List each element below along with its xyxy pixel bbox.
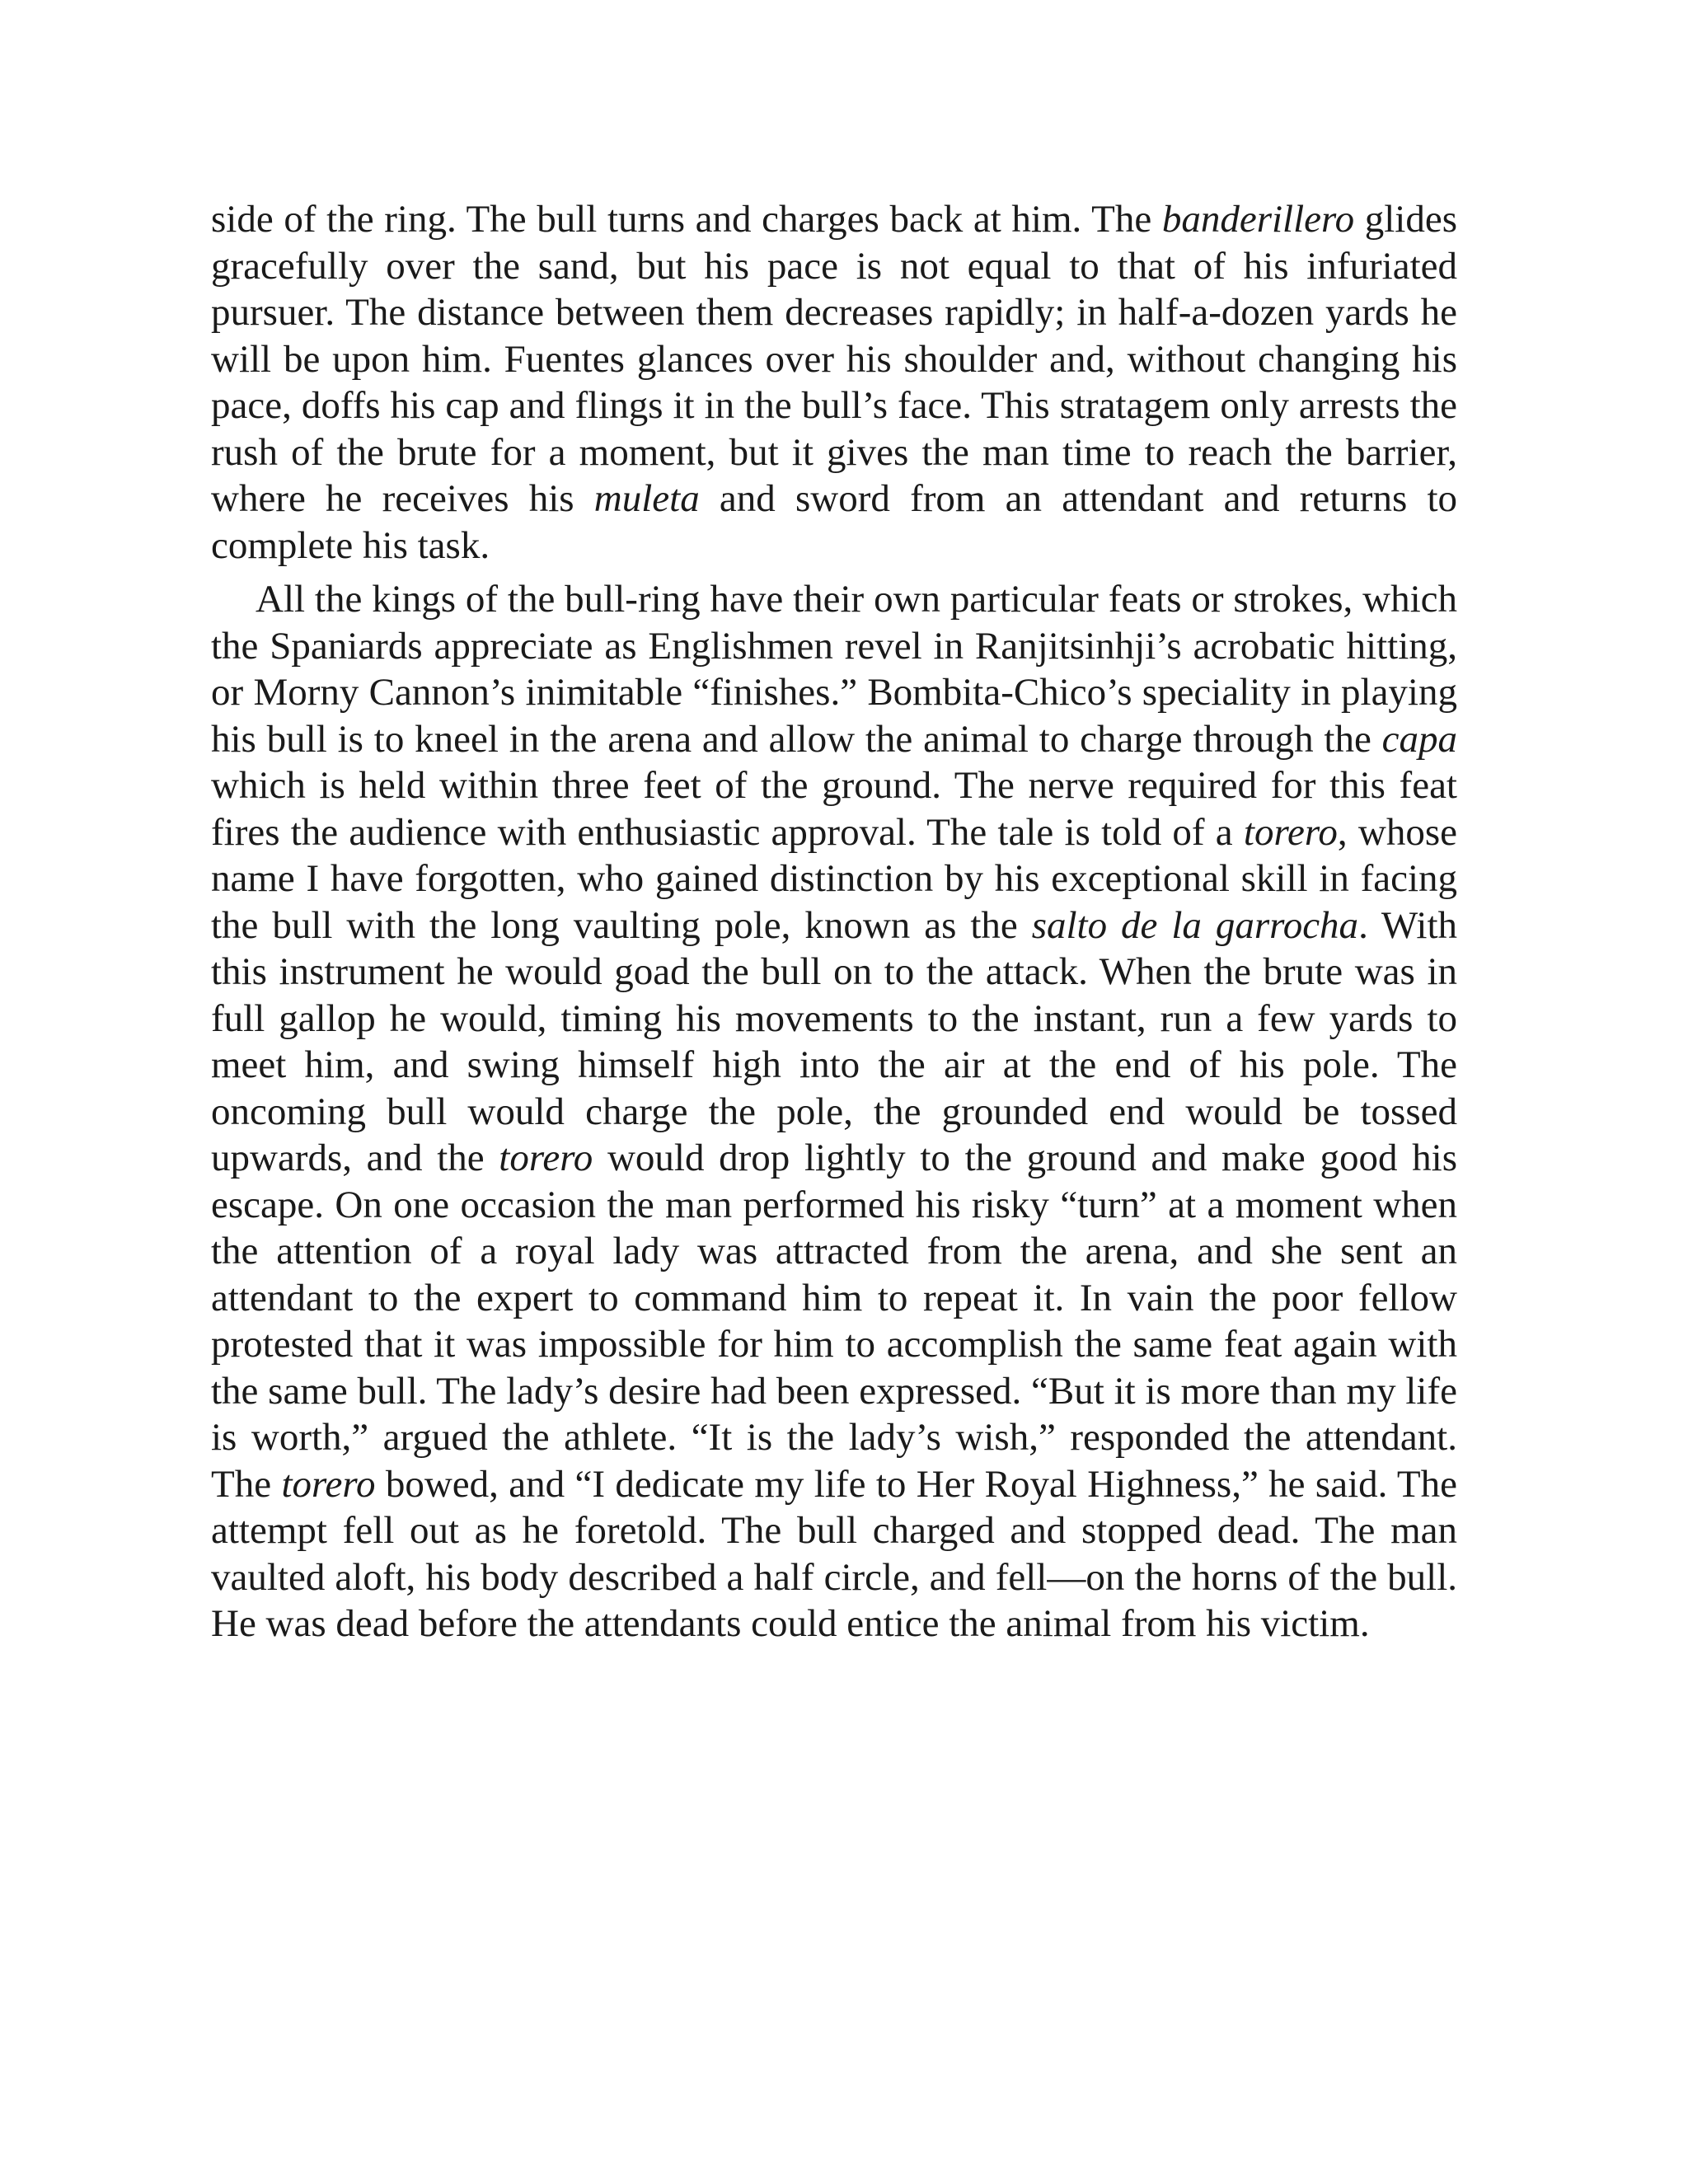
- italic-term: torero: [1243, 810, 1338, 854]
- text-run: . With this instrument he would goad the bull on to the attack. When the brute was in full gallop he would, timing his movements to the instant, run a few yards to meet him, and swing himself high into the air at the end of his pole. The oncoming bull would charge the pole, the grounded end would be tossed upwards, and the: [211, 903, 1457, 1179]
- italic-term: banderillero: [1161, 198, 1355, 241]
- italic-term: torero: [281, 1462, 376, 1506]
- text-run: which is held within three feet of the ground. The nerve required for this feat fires the audience with enthusiastic approval. The tale is told of a: [211, 764, 1457, 854]
- text-run: would drop lightly to the ground and make good his escape. On one occasion the man performed his risky “turn” at a moment when the attention of a royal lady was attracted from the arena, and she sent an attendant to the expert to command him to repeat it. In vain the poor fellow protested that it was impossible for him to accomplish the same feat again with the same bull. The lady’s desire had been expressed. “But it is more than my life is worth,” argued the athlete. “It is the lady’s wish,” responded the attendant. The: [211, 1137, 1457, 1506]
- paragraph-1: [211, 196, 1457, 569]
- text-run: All the kings of the bull-ring have their own particular feats or strokes, which the Spaniards appreciate as Englishmen revel in Ranjitsinhji’s acrobatic hitting, or Morny Cannon’s inimitable “finishes.” Bombita-Chico’s speciality in playing his bull is to kneel in the arena and allow the animal to charge through the: [211, 578, 1457, 761]
- italic-term: torero: [499, 1137, 593, 1179]
- paragraph-2: [211, 576, 1457, 1647]
- text-run: glides gracefully over the sand, but his pace is not equal to that of his infuriated pursuer. The distance between them decreases rapidly; in half-a-dozen yards he will be upon him. Fuentes glances over his shoulder and, without changing his pace, doffs his cap and flings it in the bull’s face. This stratagem only arrests the rush of the brute for a moment, but it gives the man time to reach the barrier, where he receives his: [211, 198, 1457, 520]
- text-run: bowed, and “I dedicate my life to Her Royal Highness,” he said. The attempt fell out as he foretold. The bull charged and stopped dead. The man vaulted aloft, his body described a half circle, and fell—on the horns of the bull. He was dead before the attendants could entice the animal from his victim.: [211, 1462, 1457, 1645]
- text-run: and sword from an attendant and returns to complete his task.: [211, 477, 1458, 567]
- book-page: [211, 196, 1457, 1647]
- text-run: side of the ring. The bull turns and charges back at him. The: [211, 198, 1162, 241]
- italic-term: capa: [1381, 717, 1457, 761]
- text-run: , whose name I have forgotten, who gained distinction by his exceptional skill in facing the bull with the long vaulting pole, known as the: [211, 810, 1457, 947]
- italic-term: salto de la garrocha: [1031, 903, 1359, 947]
- italic-term: muleta: [593, 477, 700, 520]
